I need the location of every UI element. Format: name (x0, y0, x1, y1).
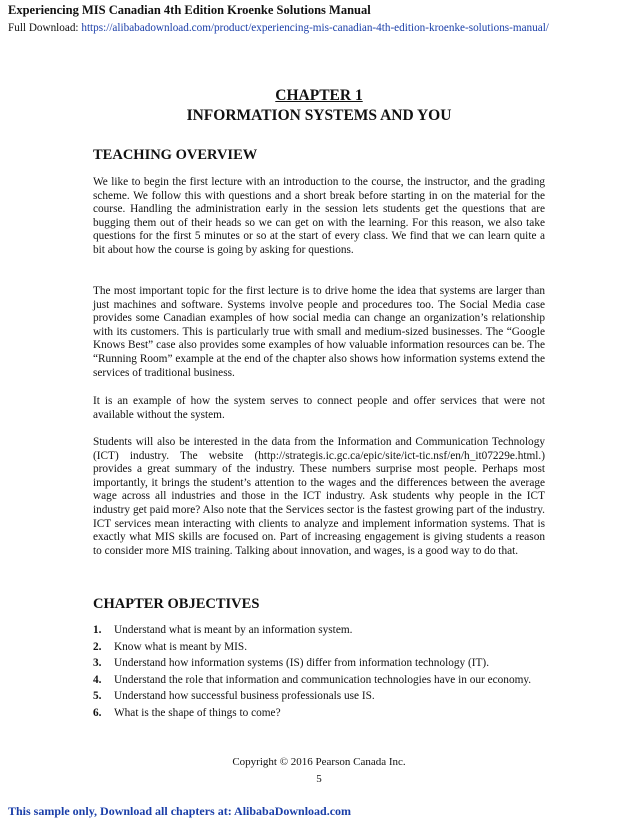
teaching-overview-heading: TEACHING OVERVIEW (93, 147, 258, 163)
chapter-title: INFORMATION SYSTEMS AND YOU (186, 107, 452, 124)
objective-item (93, 690, 545, 704)
objective-text: Understand what is meant by an information system. (114, 624, 353, 636)
overview-paragraph-2: The most important topic for the first lecture is to drive home the idea that systems are larger than just machines and software. Systems involve people and procedures too. The Social Media case provides some Canadian examples of how social media can change an organization’s relationship with its customers. This is particularly true with small and medium-sized businesses. The “Google Knows Best” case also provides some examples of how valuable information resources can be. The “Running Room” example at the end of the chapter also shows how information systems extend the services of traditional business. (93, 285, 545, 379)
objective-number: 5. (93, 690, 102, 703)
objective-number: 4. (93, 673, 102, 686)
objective-text: Know what is meant by MIS. (114, 640, 248, 653)
overview-paragraph-1: We like to begin the first lecture with an introduction to the course, the instructor, and the grading scheme. We follow this with questions and a short break before starting in on the material for the course. Handling the administration early in the session lets students get the questions that are bugging them out of their heads so we can get on with the learning. For this reason, we also take questions for the first 5 minutes or so at the start of every class. We find that we can learn quite a bit about how the course is going by asking for questions. (93, 176, 545, 256)
objectives-list (93, 624, 545, 724)
copyright-notice: Copyright © 2016 Pearson Canada Inc. (232, 756, 406, 768)
overview-paragraph-3: It is an example of how the system serves to connect people and offer services that were not available without the system. (93, 395, 545, 421)
objective-item (93, 674, 545, 688)
objective-number: 1. (93, 624, 102, 636)
objective-item (93, 707, 545, 721)
objective-text: Understand how successful business professionals use IS. (114, 690, 375, 703)
full-download-line (8, 22, 549, 34)
overview-paragraph-4: Students will also be interested in the data from the Information and Communication Technology (ICT) industry. The website (http://strategis.ic.gc.ca/epic/site/ict-tic.nsf/en/h_it07229e.html.) provides a great summary of the industry. These numbers surprise most people. Perhaps most importantly, it brings the student’s attention to the wages and the differences between the average wage across all industries and those in the ICT industry. Ask students why people in the ICT industry get paid more? Also note that the Services sector is the fastest growing part of the industry. ICT services mean interacting with clients to analyze and implement information systems. That is exactly what MIS skills are focused on. Part of increasing engagement is giving students a reason to consider more MIS training. Talking about innovation, and wages, is a good way to do that. (93, 436, 545, 557)
objective-item (93, 624, 545, 638)
page-number: 5 (316, 773, 322, 785)
sample-download-notice: This sample only, Download all chapters at: AlibabaDownload.com (8, 804, 352, 818)
full-download-label: Full Download: (8, 22, 82, 34)
objective-item (93, 657, 545, 671)
document-header-title: Experiencing MIS Canadian 4th Edition Kroenke Solutions Manual (8, 3, 371, 17)
objective-number: 6. (93, 706, 102, 719)
objective-item (93, 641, 545, 655)
objective-text: Understand the role that information and communication technologies have in our economy. (114, 673, 532, 686)
objective-number: 3. (93, 657, 102, 670)
objective-number: 2. (93, 640, 102, 653)
objective-text: Understand how information systems (IS) differ from information technology (IT). (114, 657, 490, 670)
objective-text: What is the shape of things to come? (114, 706, 281, 719)
chapter-objectives-heading: CHAPTER OBJECTIVES (93, 596, 260, 612)
full-download-link[interactable]: https://alibabadownload.com/product/experiencing-mis-canadian-4th-edition-kroenke-solutions-manual/ (81, 22, 549, 34)
chapter-number: CHAPTER 1 (275, 87, 363, 104)
